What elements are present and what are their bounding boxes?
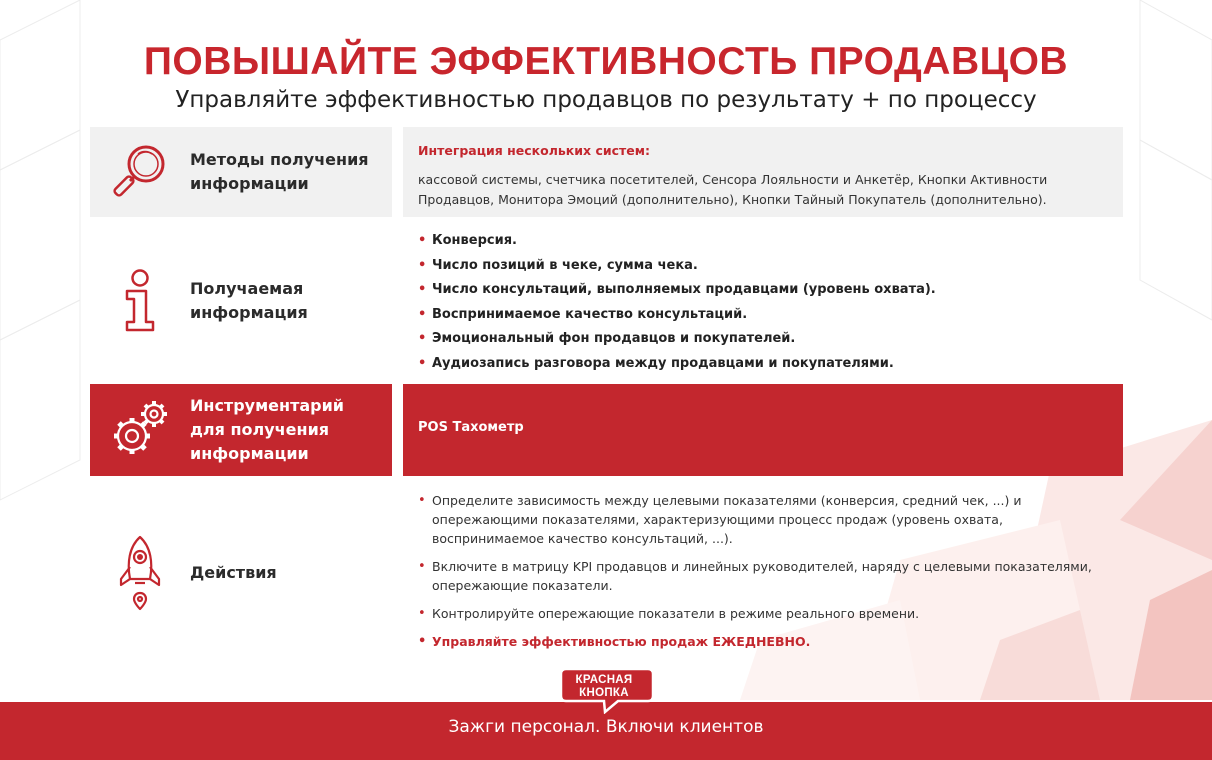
list-item: • Эмоциональный фон продавцов и покупателей. xyxy=(416,327,1123,352)
row-info-content xyxy=(403,229,1123,376)
list-item: • Включите в матрицу KPI продавцов и линейных руководителей, наряду с целевыми показателями, опережающие показатели. xyxy=(416,557,1123,595)
row-methods-content xyxy=(403,127,1123,217)
row-actions-content xyxy=(403,491,1123,660)
list-item: • Воспринимаемое качество консультаций. xyxy=(416,303,1123,328)
list-item: • Аудиозапись разговора между продавцами и покупателями. xyxy=(416,352,1123,377)
tool-name: POS Тахометр xyxy=(418,420,524,435)
integration-text: кассовой системы, счетчика посетителей, Сенсора Лояльности и Анкетёр, Кнопки Активности Продавцов, Монитора Эмоций (дополнительно), Кнопки Тайный Покупатель (дополнительно). xyxy=(418,172,1048,207)
row-tools-content xyxy=(403,384,1123,476)
page-title: ПОВЫШАЙТЕ ЭФФЕКТИВНОСТЬ ПРОДАВЦОВ xyxy=(143,40,1069,83)
row-label: Методы получения информации xyxy=(190,150,369,193)
page-subtitle: Управляйте эффективностью продавцов по результату + по процессу xyxy=(175,87,1037,113)
gears-icon xyxy=(90,398,190,462)
brand-logo: КРАСНАЯ КНОПКА xyxy=(558,666,656,714)
row-methods-label xyxy=(90,127,392,217)
row-label: Действия xyxy=(190,563,277,582)
list-item: • Число позиций в чеке, сумма чека. xyxy=(416,254,1123,279)
row-label: Получаемая информация xyxy=(190,279,308,322)
info-icon xyxy=(90,268,190,334)
list-item-highlight: • Управляйте эффективностью продаж ЕЖЕДНЕВНО. xyxy=(416,632,1123,651)
rocket-icon xyxy=(90,535,190,611)
row-info-label xyxy=(90,228,392,374)
list-item: • Конверсия. xyxy=(416,229,1123,254)
row-label: Инструментарий для получения информации xyxy=(190,396,345,463)
list-item: • Определите зависимость между целевыми показателями (конверсия, средний чек, ...) и опережающими показателями, характеризующими процесс продаж (уровень охвата, воспринимаемое качество консультаций, ...). xyxy=(416,491,1123,548)
row-tools-label xyxy=(90,384,392,476)
integration-heading: Интеграция нескольких систем: xyxy=(418,143,650,158)
list-item: • Число консультаций, выполняемых продавцами (уровень охвата). xyxy=(416,278,1123,303)
footer-slogan: Зажги персонал. Включи клиентов xyxy=(448,717,764,737)
magnifier-icon xyxy=(90,140,190,204)
row-actions-label xyxy=(90,488,392,658)
list-item: • Контролируйте опережающие показатели в режиме реального времени. xyxy=(416,604,1123,623)
